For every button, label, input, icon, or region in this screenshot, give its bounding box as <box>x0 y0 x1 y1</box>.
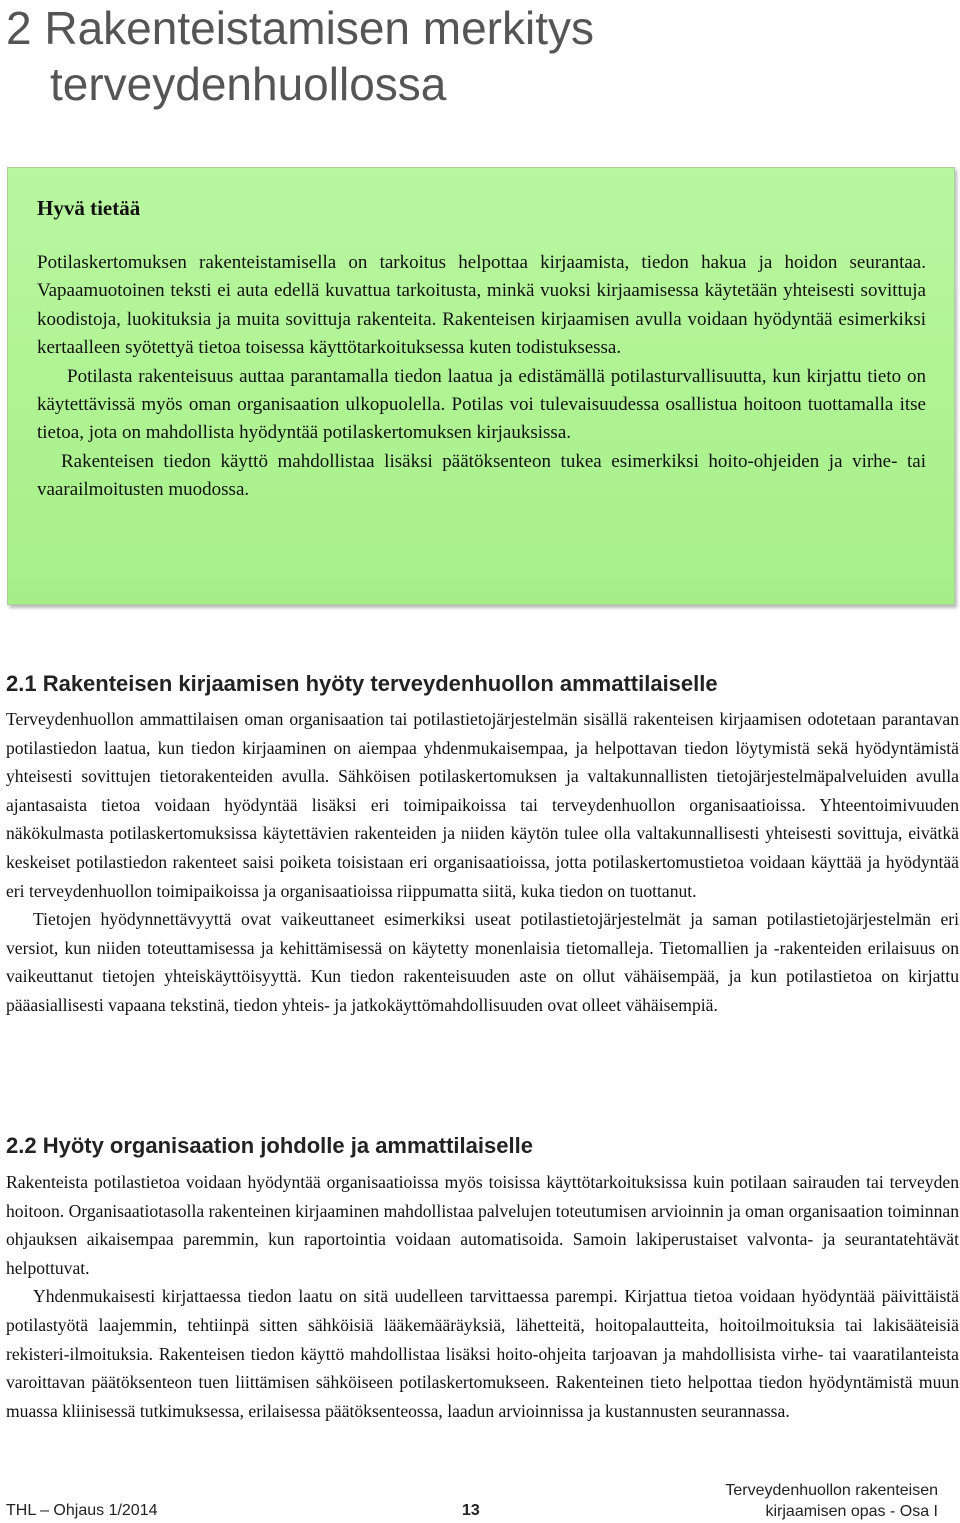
section-2-1-body <box>6 705 959 1020</box>
page-number: 13 <box>462 1502 480 1519</box>
infobox-paragraph: Rakenteisen tiedon käyttö mahdollistaa lisäksi päätöksenteon tukea esimerkiksi hoito-ohjeiden ja virhe- tai vaarailmoitusten muodossa. <box>37 450 926 501</box>
body-paragraph: Rakenteista potilastietoa voidaan hyödyntää organisaatioissa myös toisissa käyttötarkoituksissa kuin potilaan sairauden tai terveyden hoitoon. Organisaatiotasolla rakenteinen kirjaaminen mahdollistaa palvelujen toteutumisen arvioinnin ja oman organisaation toiminnan ohjauksen aikaisempaa paremmin, kun raportointia voidaan automatisoida. Samoin lakiperustaiset valvonta- ja seurantatehtävät helpottuvat. <box>6 1172 959 1278</box>
body-paragraph: Yhdenmukaisesti kirjattaessa tiedon laatu on sitä uudelleen tarvittaessa parempi. Kirjattua tietoa voidaan hyödyntää päivittäistä potilastyötä laajemmin, tehtiinpä sitten sähköisiä lääkemääräyksiä, lähetteitä, hoitopalautteita, hoitoilmoituksia tai lakisääteisiä rekisteri-ilmoituksia. Rakenteisen tiedon käyttö mahdollistaa lisäksi hoito-ohjeita tarjoavan ja mahdollisista virhe- tai vaaratilanteista varoittavan päätöksenteon tuen liittämisen sähköiseen potilaskertomukseen. Rakenteinen tieto helpottaa tiedon hyödyntämistä muun muassa kliinisessä tutkimuksessa, erilaisessa päätöksenteossa, laadun arvioinnissa ja kustannusten seurannassa. <box>6 1286 959 1421</box>
section-2-2-title: 2.2 Hyöty organisaation johdolle ja ammattilaiselle <box>6 1133 533 1158</box>
footer-title-line2: kirjaamisen opas - Osa I <box>765 1503 938 1520</box>
infobox-paragraph: Potilasta rakenteisuus auttaa parantamalla tiedon laatua ja edistämällä potilasturvallisuutta, kun kirjattu tieto on käytettävissä myös oman organisaation ulkopuolella. Potilas voi tulevaisuudessa osallistua hoitoon tuottamalla itse tietoa, jota on mahdollista hyödyntää potilaskertomuksen kirjauksissa. <box>37 365 926 444</box>
infobox-heading: Hyvä tietää <box>37 196 141 220</box>
chapter-title-line2: terveydenhuollossa <box>50 58 447 110</box>
body-paragraph: Terveydenhuollon ammattilaisen oman organisaation tai potilastietojärjestelmän sisällä rakenteisen kirjaamisen odotetaan parantavan potilastiedon laatua, kun tiedon kirjaaminen on aiempaa yhdenmukaisempaa, ja helpottavan tiedon löytymistä sekä hyödyntämistä yhteisesti sovittujen tietorakenteiden avulla. Sähköisen potilaskertomuksen ja valtakunnallisten tietojärjestelmäpalveluiden avulla ajantasaista tietoa voidaan hyödyntää lisäksi eri toimipaikoissa tai terveydenhuollon organisaatioissa. Yhteentoimivuuden näkökulmasta potilaskertomuksissa käytettävien rakenteiden ja niiden käytön tulee olla valtakunnallisesti yhteisesti sovittuja, eivätkä keskeiset potilastiedon rakenteet saisi poiketa toisistaan eri organisaatioissa, jotta potilaskertomustietoa voidaan käyttää ja hyödyntää eri terveydenhuollon toimipaikoissa ja organisaatioissa riippumatta siitä, kuka tiedon on tuottanut. <box>6 709 959 901</box>
footer-title-line1: Terveydenhuollon rakenteisen <box>725 1482 938 1499</box>
section-2-2-body <box>6 1168 959 1425</box>
footer-document-title <box>725 1480 938 1522</box>
infobox-paragraph: Potilaskertomuksen rakenteistamisella on tarkoitus helpottaa kirjaamista, tiedon hakua ja hoidon seurantaa. Vapaamuotoinen teksti ei auta edellä kuvattua tarkoitusta, minkä vuoksi kirjaamisessa käytetään yhteisesti sovittuja koodistoja, luokituksia ja muita sovittuja rakenteita. Rakenteisen kirjaamisen avulla voidaan hyödyntää esimerkiksi kertaalleen syötettyä tietoa toisessa käyttötarkoituksessa kuten todistuksessa. <box>37 252 926 359</box>
section-2-1-title: 2.1 Rakenteisen kirjaamisen hyöty terveydenhuollon ammattilaiselle <box>6 671 718 696</box>
page-footer <box>0 1480 960 1520</box>
good-to-know-box <box>7 167 955 605</box>
body-paragraph: Tietojen hyödynnettävyyttä ovat vaikeuttaneet esimerkiksi useat potilastietojärjestelmät ja saman potilastietojärjestelmän eri versiot, kun niiden toteuttamisessa ja kehittämisessä on käytetty monenlaisia tietomalleja. Tietomallien ja -rakenteiden erilaisuus on vaikeuttanut tietojen yhteiskäyttöisyyttä. Kun tiedon rakenteisuuden aste on ollut vähäisempää, ja kun potilastietoa on kirjattu pääasiallisesti vapaana tekstinä, tiedon yhteis- ja jatkokäyttömahdollisuuden ovat olleet vähäisempiä. <box>6 909 959 1015</box>
chapter-title-line1: 2 Rakenteistamisen merkitys <box>6 2 594 54</box>
chapter-title <box>6 0 946 112</box>
footer-publication: THL – Ohjaus 1/2014 <box>6 1502 158 1519</box>
